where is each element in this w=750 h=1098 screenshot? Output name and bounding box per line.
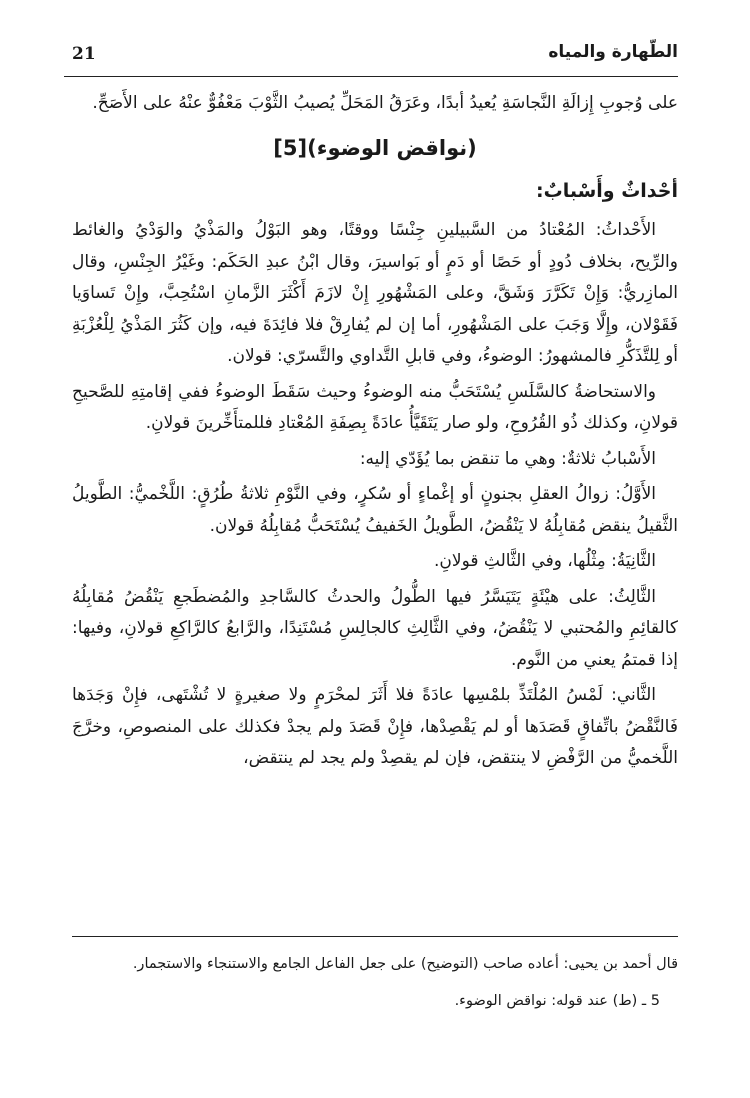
- footnote-2: 5 ـ (ط) عند قوله: نواقض الوضوء.: [454, 993, 660, 1009]
- paragraph-continuation: على وُجوبِ إِزالَةِ النَّجاسَةِ يُعيدُ أبدًا، وعَرَقُ المَحَلِّ يُصيبُ الثَّوْبَ مَعْفُوٌّ عنْهُ على الأَصَحِّ.: [92, 93, 678, 113]
- paragraph-third-way: الثَّالِثُ: على هيْئَةٍ يَتَيَسَّرُ فيها الطُّولُ والحدثُ كالسَّاجدِ والمُضطَجعِ يَنْقُضُ مُقابِلُهُ كالقائِمِ والمُحتبي لا يَنْقُضُ، وفي الثَّالِثِ كالجالِسِ مُسْتَنِدًا، والرَّابعُ كالرَّاكِعِ قولانِ، وفيها: إذا قمتمُ يعني من النَّوم.: [72, 586, 678, 670]
- footnote-1: قال أحمد بن يحيى: أعاده صاحب (التوضيح) على جعل الفاعل الجامع والاستنجاء والاستجمار.: [132, 956, 678, 972]
- paragraph-ahdath: الأَحْداثُ: المُعْتادُ من السَّبيلينِ جِنْسًا ووقتًا، وهو البَوْلُ والمَذْيُ والوَدْيُ والغائط والرِّيح، بخلاف دُودٍ أو حَصًا أو دَمٍ أو بَواسيرَ، وقال ابْنُ عبدِ الحَكَم: وغَيْرُ الجِنْسِ، وقال المازِريُّ: وَإِنْ تَكَرَّرَ وَشَقَّ، وعلى المَشْهُورِ إِنْ لازَمَ أَكْثَرَ الزَّمانِ اسْتُحِبَّ، وإِنْ تَساوَيا فَقَوْلان، وإِلَّا وَجَبَ على المَشْهُورِ، أما إن لم يُفارِقْ فلا فائِدَةَ فيه، وإن كَثُرَ المَذْيُ لِلْعُزْبَةِ أو لِلتَّذَكُّرِ فالمشهورُ: الوضوءُ، وفي قابلِ التَّداوي والتَّسرّي: قولان.: [72, 220, 678, 366]
- page-header: [64, 36, 678, 77]
- running-title: الطّهارة والمياه: [548, 42, 678, 62]
- footnotes: [72, 950, 678, 1024]
- paragraph-istihada: والاستحاضةُ كالسَّلَسِ يُسْتَحَبُّ منه الوضوءُ وحيث سَقَطَ الوضوءُ ففي إقامتِهِ للصَّحيحِ قولانِ، وكذلك ذُو القُرُوحِ، ولو صار يَتَقَيَّأُ عادَةً بِصِفَةِ المُعْتادِ فللمتأَخِّرينَ قولانِ.: [72, 381, 678, 433]
- page-number: 21: [72, 44, 96, 64]
- footnote-divider: [72, 936, 678, 937]
- paragraph-second-cause: الثَّاني: لَمْسُ المُلْتَذِّ بلمْسِها عادَةً فلا أَثَرَ لمحْرَمٍ ولا صغيرةٍ لا تُشْتَهى، فإِنْ وَجَدَها فَالنَّقْضُ باتِّفاقٍ قَصَدَها أو لم يَقْصِدْها، فإِنْ قَصَدَ ولم يجدْ فكذلك على المنصوصِ، وخرَّجَ اللَّخميُّ من الرَّفْضِ لا ينتقض، فإن لم يقصِدْ ولم يجد لم ينتقض،: [72, 685, 678, 768]
- paragraph-first-cause: الأَوَّلُ: زوالُ العقلِ بجنونٍ أو إغْماءٍ أو سُكرٍ، وفي النَّوْمِ ثلاثةُ طُرُقٍ: اللَّخْميُّ: الطَّويلُ الثَّقيلُ ينقض مُقابِلُهُ لا يَنْقُضُ، الطَّويلُ الخَفيفُ يُسْتَحَبُّ مُقابِلُهُ قولان.: [72, 484, 678, 536]
- main-text: [72, 88, 678, 779]
- subheading: أحْداثٌ وأَسْبابٌ:: [536, 179, 678, 202]
- paragraph-asbab: الأَسْبابُ ثلاثةٌ: وهي ما تنقض بما يُؤَدّي إليه:: [359, 448, 656, 469]
- section-title: (نواقض الوضوء)[5]: [273, 135, 477, 160]
- paragraph-second-way: الثَّانِيَةُ: مِثْلُها، وفي الثَّالثِ قولانِ.: [434, 551, 656, 571]
